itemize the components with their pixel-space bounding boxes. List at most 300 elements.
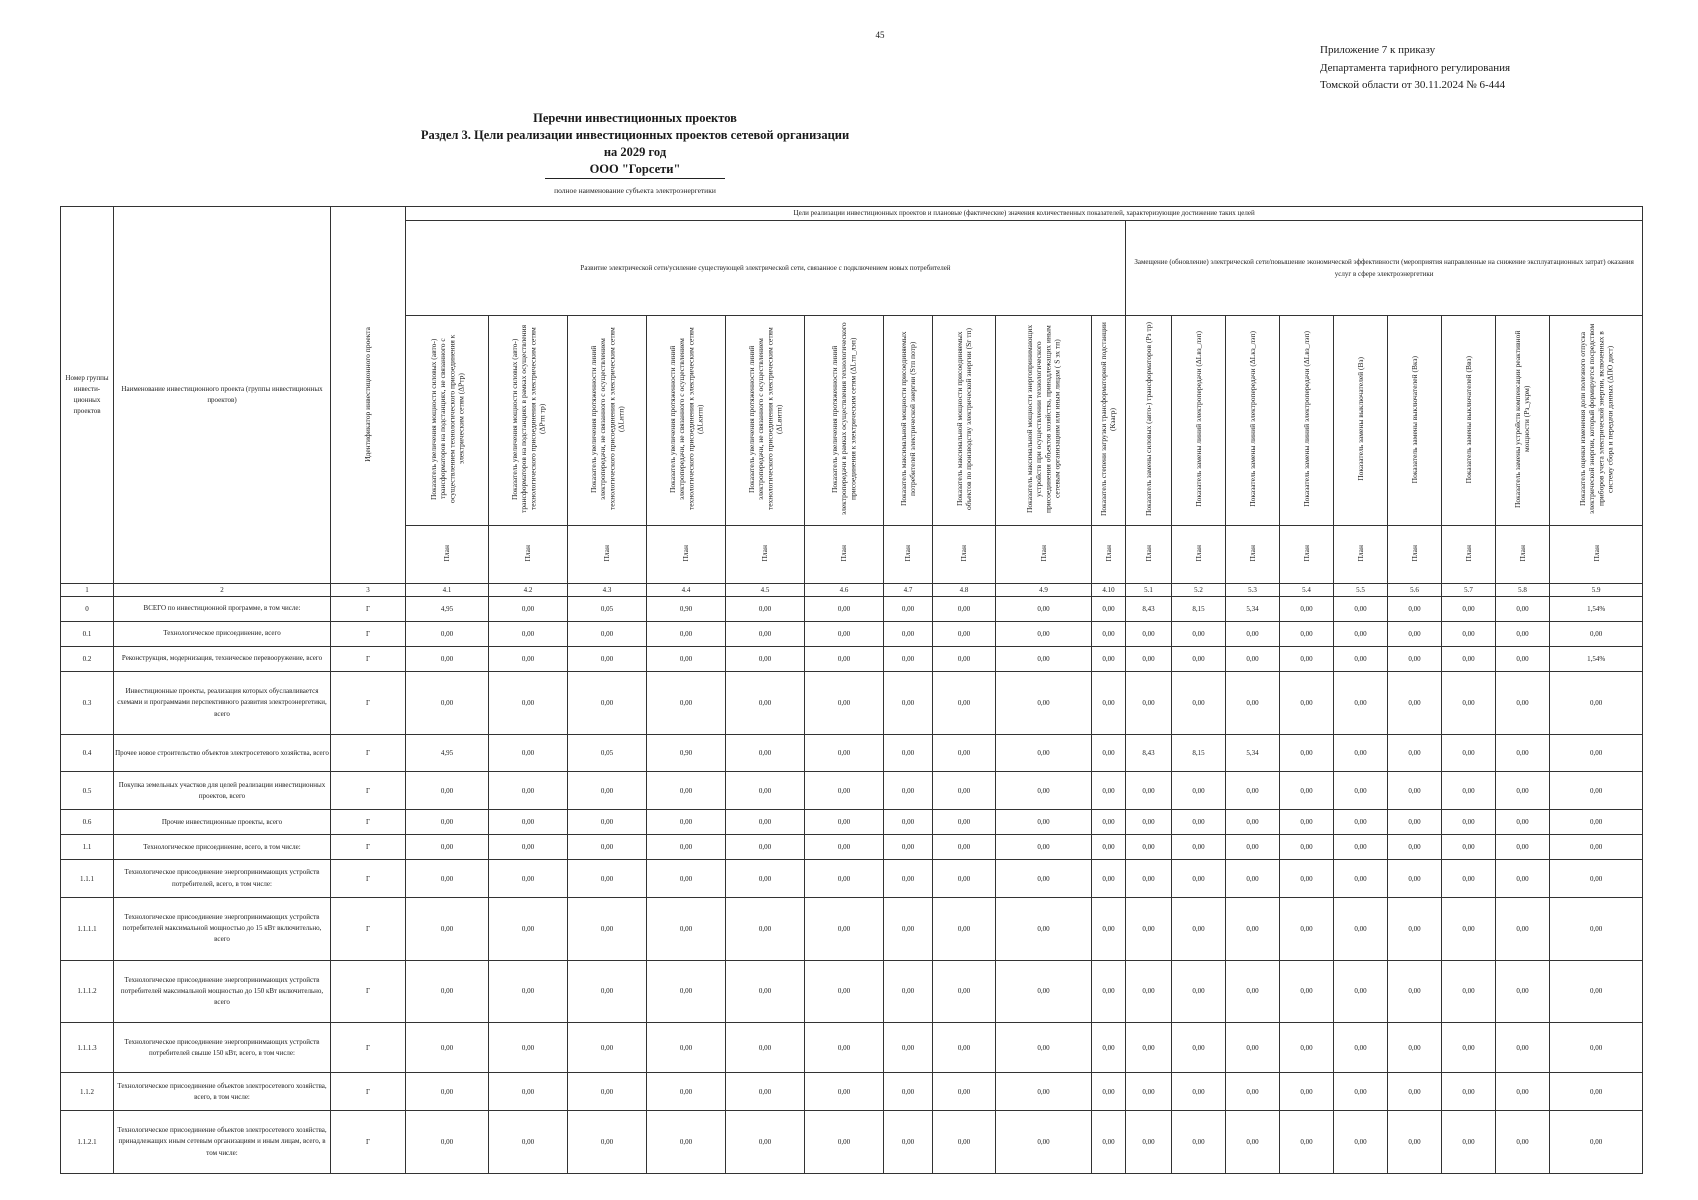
row-value: 0,00 bbox=[1092, 596, 1126, 621]
row-value: 0,00 bbox=[568, 772, 647, 810]
column-number: 5.2 bbox=[1172, 584, 1226, 597]
row-value: 0,00 bbox=[884, 960, 933, 1023]
row-value: 0,00 bbox=[1442, 1111, 1496, 1174]
row-value: 0,00 bbox=[726, 734, 805, 772]
row-value: 0,00 bbox=[1126, 1111, 1172, 1174]
row-value: 0,00 bbox=[933, 835, 996, 860]
row-value: 0,00 bbox=[1388, 672, 1442, 735]
row-value: 0,00 bbox=[1172, 860, 1226, 898]
row-value: 0,00 bbox=[996, 621, 1092, 646]
header-indicator bbox=[406, 315, 489, 525]
row-value: 0,00 bbox=[406, 860, 489, 898]
row-value: 0,00 bbox=[996, 1073, 1092, 1111]
row-value: 0,00 bbox=[647, 810, 726, 835]
row-value: 0,00 bbox=[489, 596, 568, 621]
row-value: 0,00 bbox=[933, 772, 996, 810]
row-value: 8,43 bbox=[1126, 734, 1172, 772]
row-value: 0,00 bbox=[489, 1073, 568, 1111]
row-value: 0,00 bbox=[933, 1023, 996, 1073]
row-value: 1,54% bbox=[1550, 596, 1643, 621]
row-value: 0,00 bbox=[647, 1073, 726, 1111]
header-indicator-label: Показатель максимальной мощности присоединяемых потребителей электрической энергии (Sтп потр) bbox=[898, 331, 917, 507]
row-value: 0,00 bbox=[1092, 1073, 1126, 1111]
row-group-number: 0.2 bbox=[61, 647, 114, 672]
header-plan-label: План bbox=[602, 545, 612, 562]
row-value: 0,00 bbox=[996, 596, 1092, 621]
row-value: 0,00 bbox=[1226, 1111, 1280, 1174]
header-indicator bbox=[996, 315, 1092, 525]
header-plan-label: План bbox=[1103, 545, 1113, 562]
row-value: 0,00 bbox=[406, 1073, 489, 1111]
table-row bbox=[61, 810, 1643, 835]
row-value: 0,00 bbox=[568, 960, 647, 1023]
row-value: 0,00 bbox=[647, 621, 726, 646]
row-value: 0,00 bbox=[1334, 1073, 1388, 1111]
header-plan bbox=[1496, 525, 1550, 584]
header-project-id bbox=[331, 207, 406, 584]
row-value: 0,00 bbox=[805, 1023, 884, 1073]
row-value: 0,00 bbox=[1442, 647, 1496, 672]
header-indicator bbox=[884, 315, 933, 525]
column-number: 5.9 bbox=[1550, 584, 1643, 597]
row-value: 0,00 bbox=[1280, 772, 1334, 810]
row-value: 0,00 bbox=[1226, 772, 1280, 810]
row-value: 0,00 bbox=[1280, 734, 1334, 772]
row-value: 0,00 bbox=[884, 734, 933, 772]
row-value: 0,00 bbox=[933, 1073, 996, 1111]
table-row bbox=[61, 860, 1643, 898]
row-value: 0,00 bbox=[726, 1073, 805, 1111]
row-project-id: Г bbox=[331, 672, 406, 735]
row-value: 0,00 bbox=[1126, 1023, 1172, 1073]
row-value: 0,00 bbox=[1280, 897, 1334, 960]
row-value: 0,00 bbox=[1092, 672, 1126, 735]
header-indicator-label: Показатель увеличения мощности силовых (авто-) трансформаторов на подстанциях в рамках осуществления технологического присоединения к электрическим сетям (ΔPтп тр) bbox=[509, 325, 547, 514]
header-indicator-label: Показатель замены силовых (авто-) трансформаторов (Pз тр) bbox=[1143, 322, 1153, 517]
row-value: 0,00 bbox=[406, 621, 489, 646]
row-value: 0,00 bbox=[1550, 772, 1643, 810]
row-value: 0,00 bbox=[647, 1023, 726, 1073]
row-project-name: Прочие инвестиционные проекты, всего bbox=[114, 810, 331, 835]
header-plan-label: План bbox=[839, 545, 849, 562]
header-indicator-label: Показатель замены устройств компенсации реактивной мощности (Pз_укрм) bbox=[1513, 330, 1532, 508]
header-plan-label: План bbox=[1247, 545, 1257, 562]
row-value: 0,00 bbox=[1334, 672, 1388, 735]
row-value: 0,00 bbox=[1442, 734, 1496, 772]
row-value: 0,00 bbox=[1442, 835, 1496, 860]
table-row bbox=[61, 734, 1643, 772]
header-indicator-label: Показатель увеличения протяженности линий электропередачи, не связанного с осуществлением технологического присоединения к электрическим сетям (ΔLнтп) bbox=[588, 327, 626, 511]
appendix-line: Томской области от 30.11.2024 № 6-444 bbox=[1320, 79, 1506, 91]
column-number: 5.8 bbox=[1496, 584, 1550, 597]
header-indicator-label: Показатель увеличения мощности силовых (авто-) трансформаторов на подстанциях, не связанного с осуществлением технологического присоединения к электрическим сетям (ΔPтр) bbox=[428, 335, 466, 504]
row-value: 8,43 bbox=[1126, 596, 1172, 621]
header-plan bbox=[884, 525, 933, 584]
row-value: 1,54% bbox=[1550, 647, 1643, 672]
column-number: 1 bbox=[61, 584, 114, 597]
row-group-number: 1.1.1.3 bbox=[61, 1023, 114, 1073]
row-group-number: 0.6 bbox=[61, 810, 114, 835]
row-value: 5,34 bbox=[1226, 734, 1280, 772]
row-group-number: 1.1.1 bbox=[61, 860, 114, 898]
header-indicator bbox=[489, 315, 568, 525]
header-plan bbox=[726, 525, 805, 584]
row-value: 0,00 bbox=[1550, 960, 1643, 1023]
row-value: 0,00 bbox=[1388, 860, 1442, 898]
row-value: 0,00 bbox=[1280, 621, 1334, 646]
row-value: 0,00 bbox=[996, 835, 1092, 860]
row-group-number: 1.1.1.1 bbox=[61, 897, 114, 960]
header-plan bbox=[996, 525, 1092, 584]
row-value: 0,00 bbox=[805, 1111, 884, 1174]
row-value: 0,00 bbox=[647, 835, 726, 860]
row-value: 0,00 bbox=[1388, 960, 1442, 1023]
row-value: 0,00 bbox=[1334, 897, 1388, 960]
row-value: 0,00 bbox=[1334, 960, 1388, 1023]
row-value: 0,00 bbox=[1226, 810, 1280, 835]
row-value: 0,00 bbox=[489, 772, 568, 810]
row-value: 0,00 bbox=[1172, 897, 1226, 960]
header-plan-label: План bbox=[1193, 545, 1203, 562]
title-line: на 2029 год bbox=[603, 145, 667, 159]
row-project-id: Г bbox=[331, 810, 406, 835]
column-number: 3 bbox=[331, 584, 406, 597]
row-value: 0,00 bbox=[805, 772, 884, 810]
row-value: 0,00 bbox=[489, 810, 568, 835]
row-value: 0,00 bbox=[996, 734, 1092, 772]
row-value: 8,15 bbox=[1172, 734, 1226, 772]
row-value: 0,00 bbox=[805, 897, 884, 960]
indicators-table bbox=[60, 206, 1643, 1174]
row-value: 0,00 bbox=[1092, 860, 1126, 898]
row-value: 0,00 bbox=[568, 1073, 647, 1111]
row-value: 0,00 bbox=[726, 1023, 805, 1073]
row-value: 0,00 bbox=[884, 1111, 933, 1174]
row-value: 0,00 bbox=[884, 810, 933, 835]
row-value: 0,00 bbox=[884, 860, 933, 898]
row-value: 0,00 bbox=[568, 621, 647, 646]
row-group-number: 0.5 bbox=[61, 772, 114, 810]
header-indicator bbox=[568, 315, 647, 525]
row-value: 0,00 bbox=[1496, 772, 1550, 810]
header-indicator bbox=[1226, 315, 1280, 525]
row-value: 0,00 bbox=[805, 860, 884, 898]
row-value: 0,00 bbox=[1442, 672, 1496, 735]
row-value: 4,95 bbox=[406, 596, 489, 621]
row-project-id: Г bbox=[331, 647, 406, 672]
table-row bbox=[61, 960, 1643, 1023]
appendix-note bbox=[1320, 42, 1510, 95]
row-value: 0,00 bbox=[1388, 734, 1442, 772]
row-value: 0,00 bbox=[1092, 621, 1126, 646]
row-value: 0,00 bbox=[1334, 734, 1388, 772]
row-group-number: 1.1.1.2 bbox=[61, 960, 114, 1023]
header-indicator-label: Показатель степени загрузки трансформаторной подстанции (Кзагр) bbox=[1099, 322, 1118, 517]
row-value: 0,00 bbox=[1226, 897, 1280, 960]
row-value: 0,00 bbox=[1172, 835, 1226, 860]
header-plan bbox=[1126, 525, 1172, 584]
row-value: 0,00 bbox=[1388, 810, 1442, 835]
header-indicator bbox=[1334, 315, 1388, 525]
table-row bbox=[61, 835, 1643, 860]
row-value: 0,00 bbox=[489, 734, 568, 772]
title-line: Перечни инвестиционных проектов bbox=[533, 111, 737, 125]
header-plan bbox=[933, 525, 996, 584]
row-value: 0,00 bbox=[647, 647, 726, 672]
row-value: 0,00 bbox=[1496, 672, 1550, 735]
row-value: 0,00 bbox=[568, 647, 647, 672]
row-value: 0,00 bbox=[996, 810, 1092, 835]
column-number: 4.4 bbox=[647, 584, 726, 597]
row-value: 0,00 bbox=[805, 734, 884, 772]
row-value: 0,00 bbox=[1496, 960, 1550, 1023]
header-plan bbox=[1226, 525, 1280, 584]
column-number: 2 bbox=[114, 584, 331, 597]
row-value: 0,00 bbox=[1092, 897, 1126, 960]
table-row bbox=[61, 897, 1643, 960]
header-indicator bbox=[1172, 315, 1226, 525]
row-value: 0,00 bbox=[1550, 897, 1643, 960]
row-value: 0,00 bbox=[1496, 810, 1550, 835]
row-project-id: Г bbox=[331, 860, 406, 898]
row-value: 0,00 bbox=[568, 810, 647, 835]
row-value: 0,00 bbox=[726, 835, 805, 860]
row-value: 0,00 bbox=[996, 897, 1092, 960]
row-value: 0,00 bbox=[805, 672, 884, 735]
header-indicator bbox=[1496, 315, 1550, 525]
row-value: 0,00 bbox=[1496, 897, 1550, 960]
row-group-number: 1.1.2.1 bbox=[61, 1111, 114, 1174]
column-number: 5.7 bbox=[1442, 584, 1496, 597]
row-value: 0,00 bbox=[1280, 1073, 1334, 1111]
row-value: 0,00 bbox=[1126, 1073, 1172, 1111]
row-value: 0,00 bbox=[1280, 672, 1334, 735]
header-plan-label: План bbox=[1355, 545, 1365, 562]
row-value: 0,00 bbox=[933, 596, 996, 621]
row-value: 8,15 bbox=[1172, 596, 1226, 621]
row-value: 0,00 bbox=[1126, 621, 1172, 646]
row-value: 0,00 bbox=[996, 772, 1092, 810]
row-value: 0,00 bbox=[1280, 647, 1334, 672]
row-value: 0,00 bbox=[1496, 835, 1550, 860]
row-value: 0,00 bbox=[1388, 621, 1442, 646]
header-indicator bbox=[1092, 315, 1126, 525]
row-value: 0,00 bbox=[933, 647, 996, 672]
row-value: 0,00 bbox=[1496, 621, 1550, 646]
header-indicator bbox=[805, 315, 884, 525]
appendix-line: Приложение 7 к приказу bbox=[1320, 44, 1436, 56]
row-value: 0,00 bbox=[1092, 647, 1126, 672]
row-project-id: Г bbox=[331, 596, 406, 621]
row-project-id: Г bbox=[331, 1111, 406, 1174]
header-indicator-label: Показатель максимальной мощности присоединяемых объектов по производству электрической энергии (Sг тп) bbox=[954, 328, 973, 511]
table-row bbox=[61, 596, 1643, 621]
row-value: 0,00 bbox=[489, 897, 568, 960]
row-value: 0,00 bbox=[884, 621, 933, 646]
row-value: 0,00 bbox=[406, 772, 489, 810]
table-row bbox=[61, 1023, 1643, 1073]
header-plan bbox=[1172, 525, 1226, 584]
row-value: 0,00 bbox=[489, 647, 568, 672]
row-project-name: Технологическое присоединение энергопринимающих устройств потребителей свыше 150 кВт, всего, в том числе: bbox=[114, 1023, 331, 1073]
header-plan bbox=[406, 525, 489, 584]
row-project-id: Г bbox=[331, 734, 406, 772]
row-value: 0,00 bbox=[726, 596, 805, 621]
row-value: 0,00 bbox=[406, 647, 489, 672]
organization-caption: полное наименование субъекта электроэнергетики bbox=[554, 186, 716, 195]
row-value: 0,00 bbox=[568, 835, 647, 860]
row-value: 0,00 bbox=[1496, 860, 1550, 898]
row-value: 0,00 bbox=[1126, 647, 1172, 672]
row-value: 0,00 bbox=[568, 897, 647, 960]
row-project-name: Технологическое присоединение, всего, в том числе: bbox=[114, 835, 331, 860]
table-row bbox=[61, 1111, 1643, 1174]
row-project-name: ВСЕГО по инвестиционной программе, в том числе: bbox=[114, 596, 331, 621]
header-plan bbox=[1442, 525, 1496, 584]
row-value: 0,00 bbox=[884, 1073, 933, 1111]
row-group-number: 0 bbox=[61, 596, 114, 621]
row-value: 0,00 bbox=[1550, 810, 1643, 835]
row-value: 0,00 bbox=[726, 772, 805, 810]
row-project-id: Г bbox=[331, 621, 406, 646]
row-value: 0,00 bbox=[726, 647, 805, 672]
header-indicator-label: Показатель замены линий электропередачи (ΔLвз_лэп) bbox=[1193, 331, 1203, 508]
row-value: 0,00 bbox=[1334, 772, 1388, 810]
row-value: 0,00 bbox=[1226, 647, 1280, 672]
row-value: 0,00 bbox=[726, 621, 805, 646]
row-value: 0,00 bbox=[489, 960, 568, 1023]
row-value: 0,00 bbox=[1388, 897, 1442, 960]
row-value: 0,00 bbox=[1226, 835, 1280, 860]
row-value: 0,00 bbox=[647, 960, 726, 1023]
column-number: 4.1 bbox=[406, 584, 489, 597]
table-row bbox=[61, 1073, 1643, 1111]
row-value: 0,00 bbox=[1126, 897, 1172, 960]
appendix-line: Департамента тарифного регулирования bbox=[1320, 61, 1511, 74]
header-group-development: Развитие электрической сети/усиление существующей электрической сети, связанное с подключением новых потребителей bbox=[406, 220, 1126, 315]
row-project-id: Г bbox=[331, 772, 406, 810]
header-indicator bbox=[647, 315, 726, 525]
row-value: 0,00 bbox=[1226, 860, 1280, 898]
row-project-name: Прочее новое строительство объектов электросетевого хозяйства, всего bbox=[114, 734, 331, 772]
row-project-name: Реконструкция, модернизация, техническое перевооружение, всего bbox=[114, 647, 331, 672]
row-value: 0,00 bbox=[1226, 672, 1280, 735]
column-number: 4.3 bbox=[568, 584, 647, 597]
row-value: 0,00 bbox=[1550, 621, 1643, 646]
header-plan-label: План bbox=[1591, 545, 1601, 562]
row-value: 0,00 bbox=[1126, 810, 1172, 835]
row-value: 0,00 bbox=[805, 1073, 884, 1111]
row-project-name: Инвестиционные проекты, реализация которых обуславливается схемами и программами перспективного развития электроэнергетики, всего bbox=[114, 672, 331, 735]
row-value: 0,00 bbox=[1280, 810, 1334, 835]
row-value: 0,00 bbox=[1226, 960, 1280, 1023]
header-plan bbox=[568, 525, 647, 584]
header-group-replacement: Замещение (обновление) электрической сети/повышение экономической эффективности (мероприятия направленные на снижение эксплуатационных затрат) оказания услуг в сфере электроэнергетики bbox=[1126, 220, 1643, 315]
header-plan bbox=[1334, 525, 1388, 584]
row-value: 0,00 bbox=[1334, 647, 1388, 672]
row-value: 0,00 bbox=[489, 621, 568, 646]
header-plan bbox=[805, 525, 884, 584]
row-value: 0,00 bbox=[1172, 672, 1226, 735]
row-value: 0,00 bbox=[1172, 960, 1226, 1023]
row-value: 0,00 bbox=[1442, 621, 1496, 646]
row-value: 0,00 bbox=[406, 672, 489, 735]
row-value: 0,00 bbox=[1496, 647, 1550, 672]
row-value: 0,00 bbox=[933, 810, 996, 835]
header-goals: Цели реализации инвестиционных проектов и плановые (фактические) значения количественных показателей, характеризующие достижение таких целей bbox=[406, 207, 1643, 221]
row-value: 0,00 bbox=[489, 1023, 568, 1073]
row-value: 0,00 bbox=[1334, 860, 1388, 898]
row-value: 0,00 bbox=[1092, 772, 1126, 810]
row-value: 0,00 bbox=[805, 596, 884, 621]
row-value: 0,00 bbox=[1442, 596, 1496, 621]
row-value: 0,00 bbox=[1280, 1023, 1334, 1073]
header-plan-label: План bbox=[681, 545, 691, 562]
row-value: 0,00 bbox=[1496, 1023, 1550, 1073]
row-value: 0,00 bbox=[489, 672, 568, 735]
column-number: 5.5 bbox=[1334, 584, 1388, 597]
row-value: 0,00 bbox=[884, 897, 933, 960]
row-value: 0,00 bbox=[1442, 772, 1496, 810]
column-number: 4.2 bbox=[489, 584, 568, 597]
row-value: 0,00 bbox=[933, 960, 996, 1023]
row-value: 0,00 bbox=[647, 1111, 726, 1174]
header-indicator-label: Показатель замены линий электропередачи (ΔLкз_лэп) bbox=[1247, 331, 1257, 508]
row-value: 0,00 bbox=[568, 672, 647, 735]
row-value: 0,00 bbox=[1496, 1111, 1550, 1174]
row-value: 0,00 bbox=[805, 621, 884, 646]
row-value: 0,00 bbox=[1092, 960, 1126, 1023]
row-project-name: Покупка земельных участков для целей реализации инвестиционных проектов, всего bbox=[114, 772, 331, 810]
row-value: 0,00 bbox=[1126, 672, 1172, 735]
row-value: 0,00 bbox=[933, 1111, 996, 1174]
header-indicator-label: Показатель оценки изменения доли полезного отпуска электрической энергии, который формируется посредством приборов учета электрической энергии, включенных в систему сбора и передачи данных (ΔПО дист) bbox=[1577, 324, 1615, 515]
row-value: 0,00 bbox=[1334, 596, 1388, 621]
header-indicator bbox=[1550, 315, 1643, 525]
row-value: 0,00 bbox=[1334, 1023, 1388, 1073]
row-value: 0,00 bbox=[1550, 835, 1643, 860]
row-value: 0,05 bbox=[568, 734, 647, 772]
row-value: 0,00 bbox=[568, 860, 647, 898]
header-indicator-label: Показатель увеличения протяженности линий электропередачи, не связанного с осуществлением технологического присоединения к электрическим сетям (ΔLвнтп) bbox=[746, 327, 784, 511]
header-indicator-label: Показатель замены выключателей (Bкз) bbox=[1409, 355, 1419, 483]
row-value: 0,00 bbox=[884, 772, 933, 810]
row-value: 0,00 bbox=[568, 1111, 647, 1174]
row-value: 0,00 bbox=[996, 860, 1092, 898]
header-plan-label: План bbox=[1301, 545, 1311, 562]
row-value: 0,00 bbox=[996, 672, 1092, 735]
column-number: 4.9 bbox=[996, 584, 1092, 597]
row-value: 0,00 bbox=[1334, 1111, 1388, 1174]
row-group-number: 0.3 bbox=[61, 672, 114, 735]
row-group-number: 0.4 bbox=[61, 734, 114, 772]
page-number: 45 bbox=[875, 30, 885, 40]
row-value: 0,00 bbox=[489, 1111, 568, 1174]
header-indicator bbox=[726, 315, 805, 525]
row-value: 0,00 bbox=[1280, 1111, 1334, 1174]
row-value: 0,00 bbox=[1550, 734, 1643, 772]
row-value: 0,00 bbox=[726, 960, 805, 1023]
header-indicator-label: Показатель увеличения протяженности линий электропередачи в рамках осуществления технологического присоединения к электрическим сетям (ΔLтп_лэп) bbox=[830, 322, 858, 516]
column-number: 5.3 bbox=[1226, 584, 1280, 597]
header-plan-label: План bbox=[1517, 545, 1527, 562]
row-group-number: 1.1.2 bbox=[61, 1073, 114, 1111]
row-value: 0,00 bbox=[406, 1111, 489, 1174]
header-indicator-label: Показатель замены выключателей (Bвз) bbox=[1463, 355, 1473, 483]
row-group-number: 0.1 bbox=[61, 621, 114, 646]
header-indicator-label: Показатель увеличения протяженности линий электропередачи, не связанного с осуществлением технологического присоединения к электрическим сетям (ΔLкнтп) bbox=[667, 327, 705, 511]
row-value: 0,00 bbox=[1126, 960, 1172, 1023]
